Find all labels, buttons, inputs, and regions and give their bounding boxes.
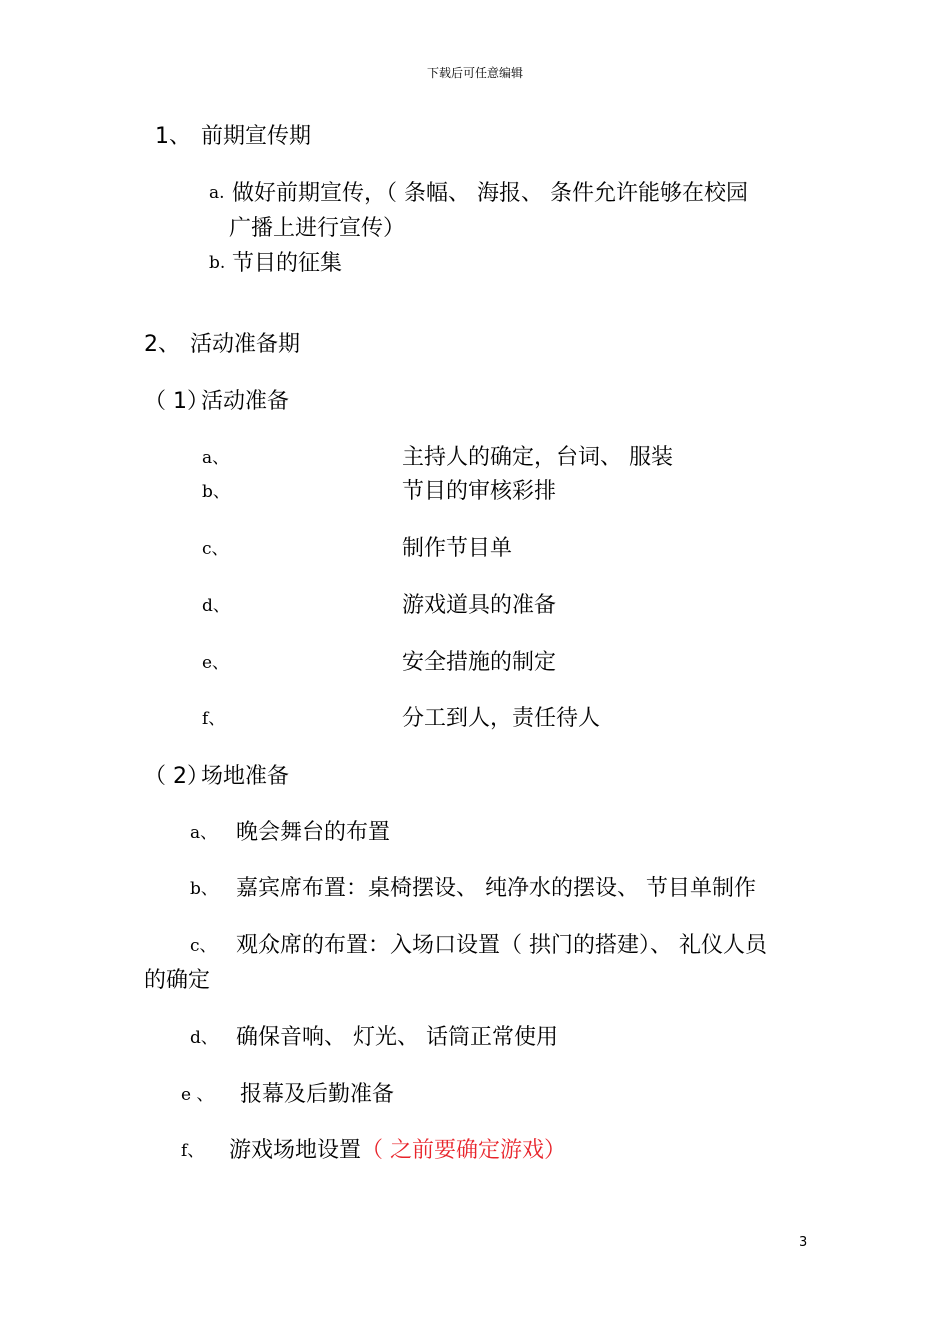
sub2-item-f-note: （ 之前要确定游戏） <box>361 1138 567 1163</box>
sub1-item-label: a、 <box>202 448 230 468</box>
sub2-item-d-label: d、 <box>190 1028 218 1048</box>
sub2-item-f-text: 游戏场地设置 <box>229 1138 362 1163</box>
sub1-item-text: 游戏道具的准备 <box>402 593 557 618</box>
section1-number: 1、 <box>155 124 191 149</box>
sub2-item-b-text: 嘉宾席布置：桌椅摆设、 纯净水的摆设、 节目单制作 <box>236 876 756 901</box>
sub2-number: （ 2） <box>144 764 209 789</box>
page-header: 下载后可任意编辑 <box>426 66 523 80</box>
section1-item-a-label: a. <box>209 183 225 203</box>
sub2-item-f-line <box>229 1140 566 1162</box>
sub2-title: 场地准备 <box>201 764 290 789</box>
section2-number: 2、 <box>144 332 180 357</box>
page-number: 3 <box>799 1235 808 1250</box>
sub1-item-text: 分工到人，责任待人 <box>402 706 601 731</box>
sub1-title: 活动准备 <box>201 389 290 414</box>
sub2-item-f-label: f、 <box>181 1141 205 1161</box>
sub1-item-text: 节目的审核彩排 <box>402 479 557 504</box>
section1-item-a-line1: 做好前期宣传，（ 条幅、 海报、 条件允许能够在校园 <box>232 181 748 206</box>
sub1-number: （ 1） <box>144 389 209 414</box>
section1-title: 前期宣传期 <box>201 124 312 149</box>
sub2-item-c-line2: 的确定 <box>144 968 211 993</box>
sub2-item-c-label: c、 <box>190 936 217 956</box>
sub1-item-label: f、 <box>202 709 226 729</box>
sub2-item-e-label: e 、 <box>181 1085 214 1105</box>
sub1-item-text: 安全措施的制定 <box>402 650 557 675</box>
sub1-item-label: c、 <box>202 539 229 559</box>
sub2-item-c-line1: 观众席的布置：入场口设置（ 拱门的搭建）、 礼仪人员 <box>236 933 767 958</box>
sub2-item-b-label: b、 <box>190 879 218 899</box>
sub1-item-text: 主持人的确定，台词、 服装 <box>402 445 673 470</box>
section1-item-b-label: b. <box>209 253 226 273</box>
sub1-item-text: 制作节目单 <box>402 536 513 561</box>
sub1-item-label: b、 <box>202 482 230 502</box>
sub1-item-label: e、 <box>202 653 230 673</box>
sub2-item-e-text: 报幕及后勤准备 <box>240 1082 395 1107</box>
section1-item-b-text: 节目的征集 <box>232 251 343 276</box>
section1-item-a-line2: 广播上进行宣传） <box>229 216 406 241</box>
sub2-item-a-text: 晚会舞台的布置 <box>236 820 391 845</box>
section2-title: 活动准备期 <box>190 332 301 357</box>
sub2-item-d-text: 确保音响、 灯光、 话筒正常使用 <box>236 1025 558 1050</box>
sub2-item-a-label: a、 <box>190 823 218 843</box>
sub1-item-label: d、 <box>202 596 230 616</box>
